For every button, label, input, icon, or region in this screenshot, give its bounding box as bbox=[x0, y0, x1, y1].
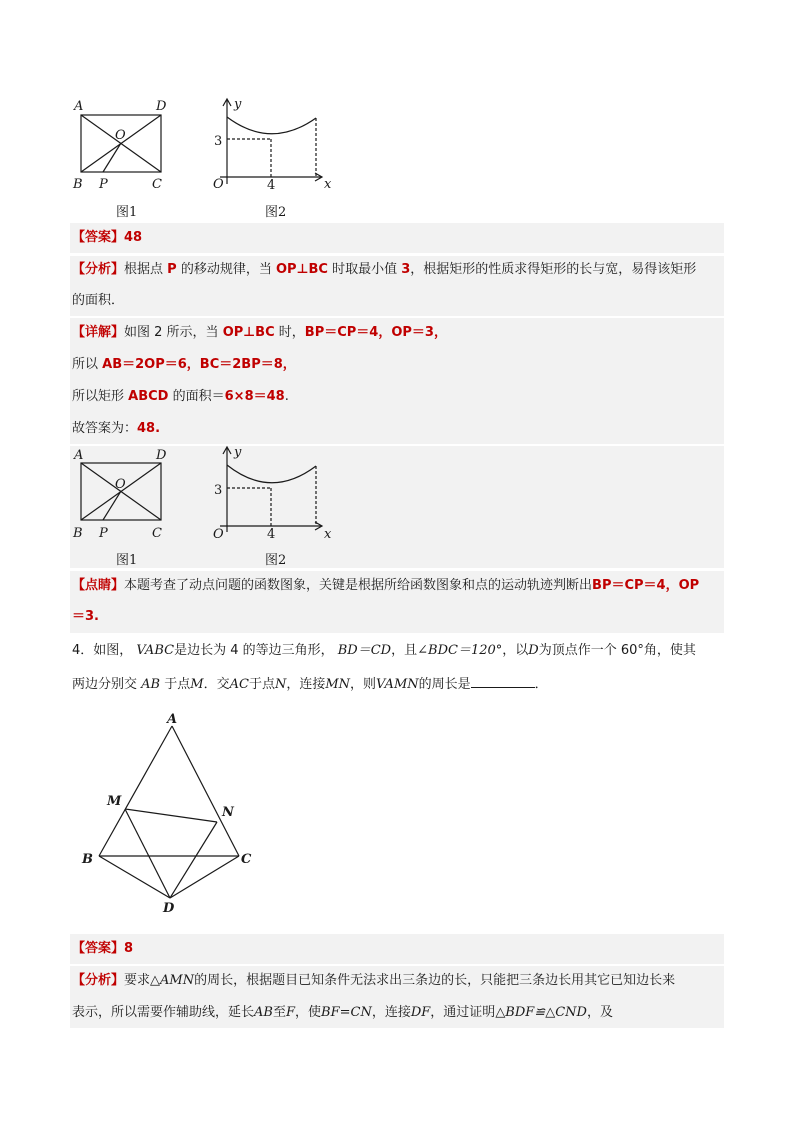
q4-text: 于点 bbox=[164, 677, 191, 692]
comment-line-2: ＝3. bbox=[72, 609, 99, 624]
q4-text: ，且 bbox=[391, 643, 418, 658]
tick-3: 3 bbox=[214, 134, 223, 149]
rectangle-figure bbox=[81, 115, 161, 172]
math-expression: 48. bbox=[137, 421, 161, 436]
math-expression: OP⊥BC bbox=[276, 262, 328, 277]
math-expression: AB bbox=[254, 1005, 273, 1020]
math-expression: M bbox=[190, 677, 204, 692]
q4-text: ，以 bbox=[502, 643, 529, 658]
origin-label: O bbox=[213, 527, 224, 542]
detail-text: 的面积＝ bbox=[172, 389, 225, 404]
analysis-tag: 【分析】 bbox=[72, 973, 125, 988]
math-expression: △BDF≌△CND bbox=[495, 1005, 587, 1020]
answer-band bbox=[70, 223, 724, 253]
math-expression: △AMN bbox=[150, 973, 195, 988]
label-b: B bbox=[73, 177, 83, 192]
label-b: B bbox=[73, 526, 83, 541]
figure-caption-1: 图1 bbox=[116, 553, 138, 568]
figure-caption-2: 图2 bbox=[265, 553, 287, 568]
label-p: P bbox=[99, 177, 108, 192]
q4-text: 两边分别交 bbox=[72, 677, 138, 692]
math-expression: 6×8＝48 bbox=[224, 389, 285, 404]
analysis-text: ，通过证明 bbox=[430, 1005, 496, 1020]
math-expression: ∠BDC＝120° bbox=[417, 643, 503, 658]
math-expression: OP⊥BC bbox=[222, 325, 275, 340]
triangle-figure bbox=[76, 712, 266, 914]
axis-y-label: y bbox=[234, 445, 242, 460]
math-expression: BD＝CD bbox=[337, 643, 392, 658]
q4-text: ，连接 bbox=[286, 677, 326, 692]
detail-text: . bbox=[284, 389, 289, 404]
comment-line-1 bbox=[72, 575, 699, 597]
q4-text: ．交 bbox=[203, 677, 230, 692]
figure-caption-1: 图1 bbox=[116, 205, 138, 220]
math-expression: VAMN bbox=[376, 677, 419, 692]
analysis-text: ，根据矩形的性质求得矩形的长与宽，易得该矩形 bbox=[410, 262, 697, 277]
detail-text: 如图 2 所示，当 bbox=[124, 325, 219, 340]
analysis-text: 的移动规律，当 bbox=[180, 262, 272, 277]
q4-text: ． bbox=[534, 677, 548, 692]
analysis-line-1 bbox=[72, 259, 696, 281]
label-m: M bbox=[107, 794, 122, 809]
q4-text: ，则 bbox=[350, 677, 377, 692]
detail-line-3 bbox=[72, 386, 289, 408]
detail-line-2 bbox=[72, 354, 296, 376]
label-o: O bbox=[115, 128, 126, 143]
q4-analysis-line-1 bbox=[72, 970, 675, 992]
analysis-text: 根据点 bbox=[124, 262, 164, 277]
q4-stem-line-2 bbox=[72, 674, 548, 696]
answer-line bbox=[72, 227, 142, 249]
math-expression: BP＝CP＝4，OP＝3， bbox=[304, 325, 447, 340]
math-expression: D bbox=[528, 643, 539, 658]
label-c: C bbox=[241, 852, 252, 867]
comment-tag: 【点睛】 bbox=[72, 578, 125, 593]
q4-text: 的周长是 bbox=[418, 677, 471, 692]
analysis-tag: 【分析】 bbox=[72, 262, 125, 277]
axis-y-label: y bbox=[234, 97, 242, 112]
detail-line-1 bbox=[72, 322, 447, 344]
label-d: D bbox=[163, 901, 175, 914]
tick-4: 4 bbox=[267, 178, 276, 193]
label-d: D bbox=[156, 448, 167, 463]
analysis-text: ，及 bbox=[586, 1005, 613, 1020]
math-expression: DF bbox=[410, 1005, 431, 1020]
top-figures bbox=[60, 90, 350, 220]
q4-analysis-line-2 bbox=[72, 1002, 613, 1024]
math-expression: ABCD bbox=[128, 389, 169, 404]
solution-figures bbox=[60, 440, 350, 568]
math-expression: AB bbox=[141, 677, 161, 692]
axis-x-label: x bbox=[324, 177, 332, 192]
math-expression: BP＝CP＝4，OP bbox=[592, 578, 700, 593]
label-c: C bbox=[152, 177, 162, 192]
figure-caption-2: 图2 bbox=[265, 205, 287, 220]
q4-text: 于点 bbox=[248, 677, 275, 692]
detail-text: 所以矩形 bbox=[72, 389, 125, 404]
label-d: D bbox=[156, 99, 167, 114]
q4-text: 是边长为 4 的等边三角形， bbox=[174, 643, 334, 658]
label-n: N bbox=[222, 805, 234, 820]
q4-stem-line-1 bbox=[72, 640, 696, 662]
answer-value: 48 bbox=[124, 230, 143, 245]
label-a: A bbox=[167, 712, 178, 727]
detail-text: 时， bbox=[278, 325, 305, 340]
answer-value: 8 bbox=[124, 941, 134, 956]
axis-x-label: x bbox=[324, 527, 332, 542]
detail-text: 故答案为： bbox=[72, 421, 138, 436]
analysis-text: 时取最小值 bbox=[332, 262, 398, 277]
answer-tag: 【答案】 bbox=[72, 941, 125, 956]
q4-answer-line bbox=[72, 938, 133, 960]
point-p: P bbox=[167, 262, 177, 277]
detail-line-4 bbox=[72, 418, 160, 440]
label-a: A bbox=[74, 99, 84, 114]
origin-label: O bbox=[213, 177, 224, 192]
analysis-text: ，连接 bbox=[371, 1005, 411, 1020]
q4-text: 为顶点作一个 60°角，使其 bbox=[538, 643, 696, 658]
label-c: C bbox=[152, 526, 162, 541]
math-expression: AC bbox=[229, 677, 249, 692]
math-expression: AB＝2OP＝6，BC＝2BP＝8， bbox=[102, 357, 296, 372]
math-expression: MN bbox=[325, 677, 351, 692]
analysis-text: 表示，所以需要作辅助线，延长 bbox=[72, 1005, 255, 1020]
math-expression: VABC bbox=[136, 643, 175, 658]
label-p: P bbox=[99, 526, 108, 541]
answer-tag: 【答案】 bbox=[72, 230, 125, 245]
tick-4: 4 bbox=[267, 527, 276, 542]
math-expression: 3 bbox=[401, 262, 411, 277]
comment-text: 本题考查了动点问题的函数图象，关键是根据所给函数图象和点的运动轨迹判断出 bbox=[124, 578, 593, 593]
answer-band-q4 bbox=[70, 934, 724, 964]
analysis-text: ，使 bbox=[295, 1005, 322, 1020]
analysis-text: 至 bbox=[272, 1005, 286, 1020]
q4-text: 4．如图， bbox=[72, 643, 133, 658]
label-o: O bbox=[115, 477, 126, 492]
analysis-text: 的周长，根据题目已知条件无法求出三条边的长，只能把三条边长用其它已知边长来 bbox=[194, 973, 676, 988]
tick-3: 3 bbox=[214, 483, 223, 498]
math-expression: BF=CN bbox=[321, 1005, 372, 1020]
math-expression: N bbox=[274, 677, 287, 692]
label-a: A bbox=[74, 448, 84, 463]
analysis-line-2: 的面积． bbox=[72, 293, 125, 308]
label-b: B bbox=[82, 852, 93, 867]
detail-text: 所以 bbox=[72, 357, 99, 372]
analysis-text: 要求 bbox=[124, 973, 151, 988]
answer-blank bbox=[471, 675, 535, 688]
math-expression: F bbox=[285, 1005, 296, 1020]
detail-tag: 【详解】 bbox=[72, 325, 125, 340]
